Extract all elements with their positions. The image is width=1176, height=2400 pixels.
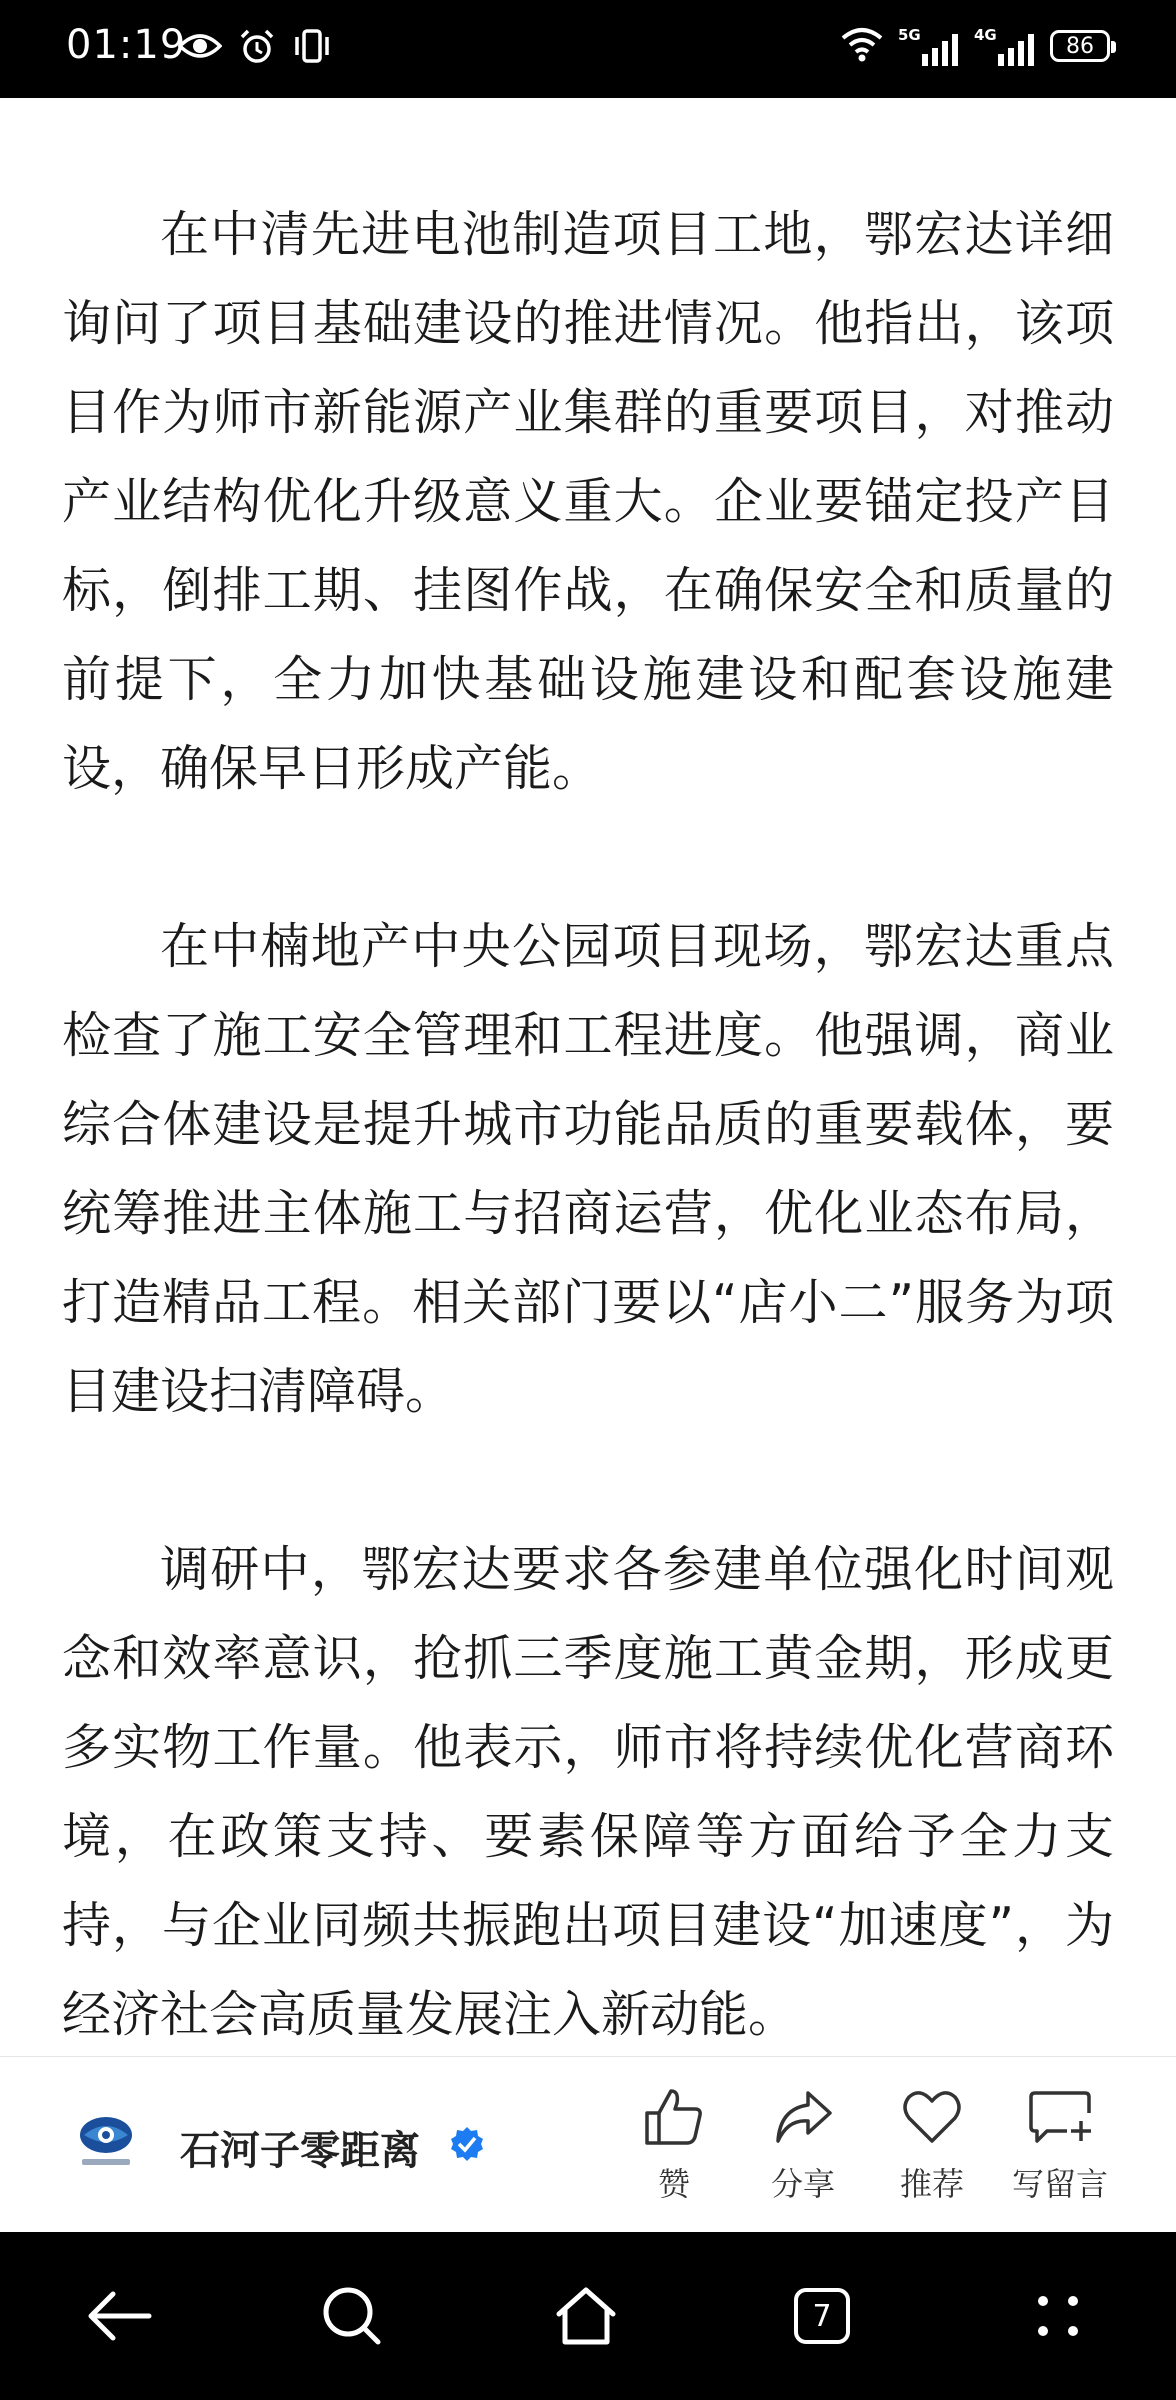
article-body: [62, 190, 1114, 2059]
signal-5g: [898, 26, 960, 66]
browser-nav-bar: [0, 2232, 1176, 2400]
account-logo-icon[interactable]: [74, 2109, 138, 2173]
tabs-button[interactable]: [782, 2232, 862, 2400]
heart-icon: [901, 2087, 963, 2147]
comment-add-icon: [1027, 2087, 1093, 2147]
share-button[interactable]: [743, 2087, 863, 2205]
alarm-icon: [238, 28, 276, 70]
wifi-icon: [840, 26, 884, 66]
signal-4g: [974, 26, 1036, 66]
verified-badge-icon: [448, 2125, 486, 2167]
signal-bars-icon: [996, 34, 1036, 66]
tab-count: 7: [812, 2298, 832, 2334]
article-paragraph: 调研中，鄂宏达要求各参建单位强化时间观念和效率意识，抢抓三季度施工黄金期，形成更多实物工作量。他表示，师市将持续优化营商环境，在政策支持、要素保障等方面给予全力支持，与企业同频共振跑出项目建设“加速度”，为经济社会高质量发展注入新动能。: [62, 1541, 1114, 2043]
eye-icon: [178, 28, 222, 70]
article-paragraph: 在中楠地产中央公园项目现场，鄂宏达重点检查了施工安全管理和工程进度。他强调，商业综合体建设是提升城市功能品质的重要载体，要统筹推进主体施工与招商运营，优化业态布局，打造精品工程。相关部门要以“店小二”服务为项目建设扫清障碍。: [62, 918, 1114, 1420]
signal-bars-icon: [920, 34, 960, 66]
write-comment-label: 写留言: [1011, 2165, 1108, 2203]
article-paragraph: 在中清先进电池制造项目工地，鄂宏达详细询问了项目基础建设的推进情况。他指出，该项目作为师市新能源产业集群的重要项目，对推动产业结构优化升级意义重大。企业要锚定投产目标，倒排工期、挂图作战，在确保安全和质量的前提下，全力加快基础设施建设和配套设施建设，确保早日形成产能。: [62, 206, 1114, 797]
write-comment-button[interactable]: [1000, 2087, 1120, 2205]
status-icons-right: [840, 26, 1110, 66]
thumbs-up-icon: [643, 2087, 705, 2147]
recommend-label: 推荐: [899, 2165, 964, 2203]
article-action-bar: [0, 2056, 1176, 2233]
back-arrow-icon: [87, 2288, 153, 2344]
share-label: 分享: [770, 2165, 835, 2203]
like-label: 赞: [657, 2165, 690, 2203]
more-dots-icon: [1033, 2291, 1083, 2341]
status-bar: [0, 0, 1176, 98]
network-type-4g: 4G: [974, 26, 997, 44]
search-icon: [320, 2284, 384, 2348]
status-icons-left: [178, 28, 332, 70]
battery-indicator: [1050, 30, 1110, 62]
status-time: 01:19: [66, 22, 187, 68]
share-arrow-icon: [772, 2087, 834, 2147]
recommend-button[interactable]: [872, 2087, 992, 2205]
back-button[interactable]: [80, 2232, 160, 2400]
account-name[interactable]: 石河子零距离: [180, 2128, 420, 2174]
vibrate-icon: [292, 28, 332, 70]
battery-level: 86: [1066, 33, 1094, 59]
more-button[interactable]: [1018, 2232, 1098, 2400]
network-type-5g: 5G: [898, 26, 921, 44]
home-icon: [553, 2284, 619, 2348]
search-button[interactable]: [312, 2232, 392, 2400]
tabs-icon: [794, 2288, 850, 2344]
home-button[interactable]: [546, 2232, 626, 2400]
like-button[interactable]: [614, 2087, 734, 2205]
